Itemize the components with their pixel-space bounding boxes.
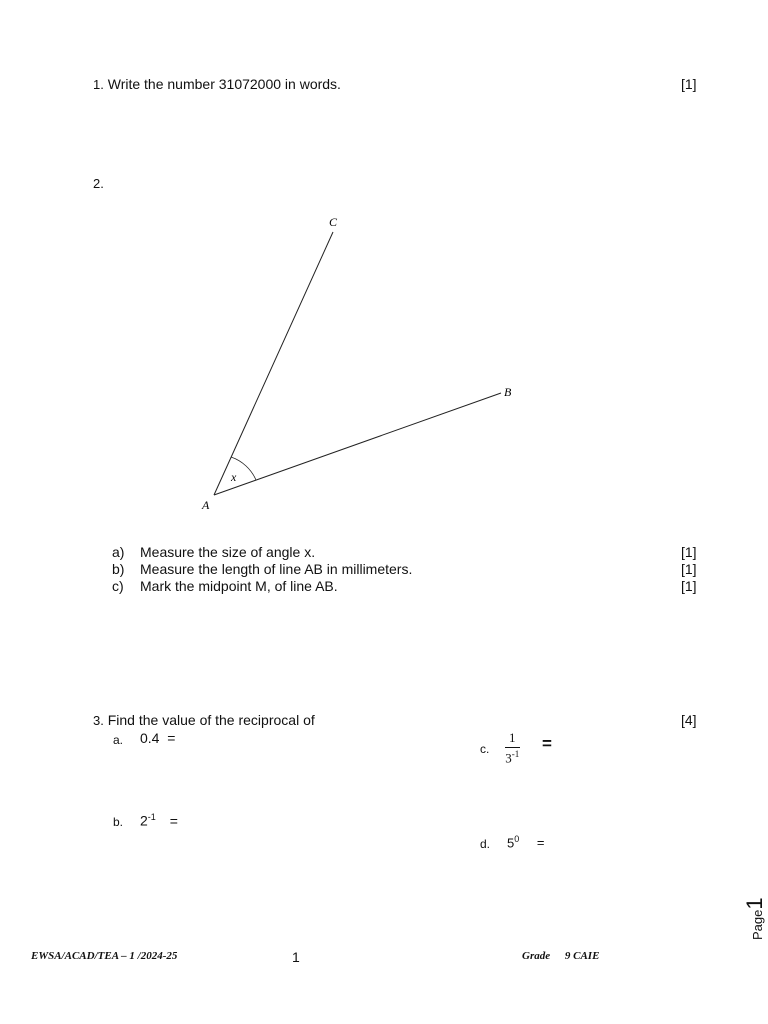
part-b-mark: [1]: [681, 561, 697, 577]
line-ac: [214, 232, 333, 495]
q3b-exponent: -1: [147, 812, 156, 822]
page-word: Page: [750, 909, 765, 940]
q3b-equals: =: [169, 812, 178, 829]
q3b-label: b.: [113, 815, 124, 829]
part-c-mark: [1]: [681, 578, 697, 594]
part-b-text: Measure the length of line AB in millimeters.: [140, 561, 413, 577]
question-text: Write the number 31072000 in words.: [107, 76, 341, 92]
footer-grade-label: Grade: [522, 950, 551, 962]
q3d-base: 5: [507, 835, 515, 851]
question-3-mark: [4]: [681, 712, 697, 728]
q3c-equals: =: [542, 734, 552, 753]
part-a-mark: [1]: [681, 544, 697, 560]
q3c-fraction: [505, 730, 520, 766]
q3a-value: 0.4: [140, 730, 160, 746]
page-number-side: 1: [742, 897, 767, 910]
point-c-label: C: [329, 215, 338, 229]
part-a-text: Measure the size of angle x.: [140, 544, 316, 560]
q3c-denominator-base: 3: [505, 750, 512, 766]
question-2-number: 2.: [93, 176, 104, 191]
q3d-equals: =: [536, 835, 545, 851]
page-marker: [742, 880, 766, 940]
point-b-label: B: [504, 385, 512, 399]
part-a-label: a): [112, 544, 125, 560]
footer-code: EWSA/ACAD/TEA – 1 /2024-25: [31, 950, 178, 962]
footer-grade-value: 9 CAIE: [564, 950, 600, 962]
question-1-mark: [1]: [681, 76, 697, 92]
footer-page-number: 1: [292, 949, 300, 965]
question-3: [93, 712, 315, 728]
part-c-text: Mark the midpoint M, of line AB.: [140, 578, 338, 594]
part-c-label: c): [112, 578, 124, 594]
q3a-label: a.: [113, 733, 124, 747]
q3d-exponent: 0: [514, 834, 520, 844]
question-number: 1.: [93, 77, 104, 92]
q3c-label: c.: [480, 742, 490, 756]
line-ab: [214, 393, 501, 495]
part-b-label: b): [112, 561, 125, 577]
q3d-expression: [507, 834, 544, 850]
q3c-denominator-exponent: -1: [511, 749, 520, 759]
q3a-expression: [140, 730, 175, 746]
q3b-base: 2: [140, 812, 148, 829]
question-number: 3.: [93, 713, 104, 728]
q3d-label: d.: [480, 837, 491, 851]
angle-x-label: x: [231, 470, 237, 484]
footer-grade: [522, 950, 599, 962]
q3b-expression: [140, 812, 178, 829]
point-a-label: A: [202, 498, 210, 512]
q3a-equals: =: [167, 730, 176, 746]
question-text: Find the value of the reciprocal of: [107, 712, 315, 728]
q3c-numerator: 1: [509, 730, 516, 745]
